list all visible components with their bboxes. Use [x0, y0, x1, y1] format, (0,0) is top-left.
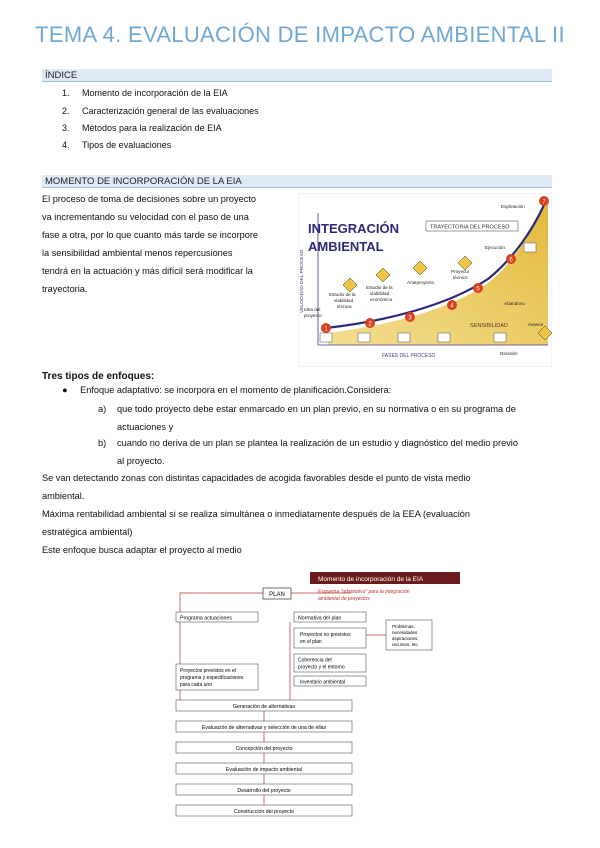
step-num: 3 — [408, 315, 412, 322]
previstos-2: programa y especificaciones — [180, 675, 244, 681]
step-label: Evaluación de alternativas y selección de una de ellas — [201, 725, 327, 731]
arrow-icon — [494, 333, 506, 342]
coherencia-1: Coherencia del — [298, 657, 332, 664]
index-text: Caracterización general de las evaluaciones — [82, 106, 259, 116]
arrow-icon — [524, 243, 536, 252]
proyectos-no-previstos-2: en el plan — [300, 639, 322, 645]
label-ejec: Ejecución — [485, 245, 505, 250]
figure-header: Momento de incorporación de la EIA — [318, 576, 424, 583]
plan-label: PLAN — [269, 592, 285, 598]
step-label: Generación de alternativas — [233, 704, 295, 710]
index-num: 2. — [62, 106, 70, 116]
index-text: Tipos de evaluaciones — [82, 140, 172, 150]
label-viab-1: Estudio de la — [329, 292, 356, 297]
bullet-dot-icon: ● — [62, 385, 68, 395]
proyectos-no-previstos-box — [294, 628, 366, 648]
label-idea-1: Idea del — [304, 307, 321, 312]
figure-subtitle-1: Esquema "adaptativo" para la integración — [318, 589, 410, 595]
arrow-icon — [398, 333, 410, 342]
coherencia-2: proyecto y el entorno — [298, 664, 345, 671]
arrow-icon — [320, 333, 332, 342]
programa-label: Programa actuaciones — [180, 615, 232, 622]
step-num: 6 — [509, 257, 513, 264]
problemas-4: recursos, etc — [392, 642, 418, 647]
label-econ-2: viabilidad — [370, 291, 390, 296]
integration-figure — [298, 193, 552, 367]
text-line: tendrá en la actuación y más difícil será modificar la — [42, 266, 253, 276]
section1-heading: MOMENTO DE INCORPORACIÓN DE LA EIA — [42, 175, 552, 188]
sub-item-a — [117, 400, 557, 436]
text-line: Se van detectando zonas con distintas capacidades de acogida favorables desde el punto de vista medio — [42, 473, 471, 483]
step-label: Construcción del proyecto — [234, 809, 294, 815]
text-line: va incrementando su velocidad con el paso de una — [42, 212, 249, 222]
label-avance: Avance — [528, 322, 544, 327]
step-label: Concepción del proyecto — [235, 746, 293, 752]
text-line: trayectoria. — [42, 284, 88, 294]
step-num: 2 — [368, 321, 372, 328]
label-expl: Explotación — [501, 204, 525, 209]
label-aband: Abandono — [504, 301, 525, 306]
section1-paragraph — [42, 190, 292, 298]
trajectory-label: TRAYECTORIA DEL PROCESO — [430, 224, 510, 231]
page-title: TEMA 4. EVALUACIÓN DE IMPACTO AMBIENTAL II — [35, 22, 565, 47]
x-axis-label: FASES DEL PROCESO — [382, 353, 436, 359]
text-line: fase a otra, por lo que cuanto más tarde se incorpore — [42, 230, 259, 240]
normativa-label: Normativa del plan — [298, 615, 342, 622]
sensitivity-label: SENSIBILIDAD — [470, 323, 508, 329]
bullet-text: Enfoque adaptativo: se incorpora en el momento de planificación.Considera: — [80, 385, 392, 395]
step-num: 7 — [542, 199, 546, 206]
sub-letter-a: a) — [98, 404, 107, 414]
text-line: estratégica ambiental) — [42, 527, 133, 537]
arrow-icon — [438, 333, 450, 342]
label-viab-2: viabilidad — [334, 298, 354, 303]
step-num: 1 — [324, 326, 328, 333]
problemas-1: Problemas, — [392, 624, 415, 629]
text-line: cuando no deriva de un plan se plantea la realización de un estudio y diagnóstico del medio previo — [117, 438, 518, 448]
index-item — [62, 140, 171, 150]
text-line: la sensibilidad ambiental menos repercusiones — [42, 248, 233, 258]
index-text: Momento de incorporación de la EIA — [82, 88, 228, 98]
index-heading: ÍNDICE — [42, 69, 552, 82]
index-item — [62, 88, 228, 98]
step-num: 5 — [476, 286, 480, 293]
inventario-label: Inventario ambiental — [300, 679, 346, 686]
index-item — [62, 106, 259, 116]
index-num: 3. — [62, 123, 70, 133]
section2-heading: Tres tipos de enfoques: — [42, 371, 155, 382]
bullet-item — [62, 385, 391, 395]
label-viab-3: técnica — [337, 304, 352, 309]
label-idea-2: proyecto — [304, 313, 322, 318]
text-line: que todo proyecto debe estar enmarcado en un plan previo, en su normativa o en su programa de — [117, 404, 516, 414]
figure-title-2: AMBIENTAL — [308, 239, 384, 254]
label-ante: Anteproyecto — [407, 280, 435, 285]
arrow-icon — [358, 333, 370, 342]
index-item — [62, 123, 222, 133]
proyectos-no-previstos-1: Proyectos no previstos — [300, 632, 351, 638]
sub-letter-b: b) — [98, 438, 107, 448]
y-axis-label: VELOCIDAD DEL PROCESO — [300, 249, 305, 313]
label-decision: Decisión — [500, 351, 518, 356]
label-econ-1: Estudio de la — [366, 285, 393, 290]
figure-title-1: INTEGRACIÓN — [308, 221, 399, 236]
text-line: ambiental. — [42, 491, 85, 501]
label-econ-3: económica — [370, 297, 393, 302]
problemas-3: aspiraciones, — [392, 636, 419, 641]
index-num: 4. — [62, 140, 70, 150]
section2-paragraph — [42, 469, 557, 559]
label-tec-2: técnico — [453, 275, 468, 280]
step-label: Evaluación de impacto ambiental — [225, 767, 303, 773]
label-tec-1: Proyecto — [451, 269, 470, 274]
text-line: Máxima rentabilidad ambiental si se realiza simultánea o inmediatamente después de la EEA (evaluación — [42, 509, 470, 519]
problemas-2: necesidades — [392, 630, 418, 635]
step-label: Desarrollo del proyecto — [237, 788, 291, 794]
sub-item-b — [117, 434, 557, 470]
figure-subtitle-2: ambiental de proyectos — [318, 596, 370, 602]
step-num: 4 — [450, 303, 454, 310]
text-line: Este enfoque busca adaptar el proyecto al medio — [42, 545, 242, 555]
text-line: al proyecto. — [117, 456, 165, 466]
index-text: Métodos para la realización de EIA — [82, 123, 222, 133]
text-line: actuaciones y — [117, 422, 174, 432]
text-line: El proceso de toma de decisiones sobre un proyecto — [42, 194, 256, 204]
index-num: 1. — [62, 88, 70, 98]
adaptive-scheme-figure — [170, 570, 462, 835]
previstos-3: para cada uno — [180, 682, 212, 688]
previstos-1: Proyectos previstos en el — [180, 668, 236, 674]
